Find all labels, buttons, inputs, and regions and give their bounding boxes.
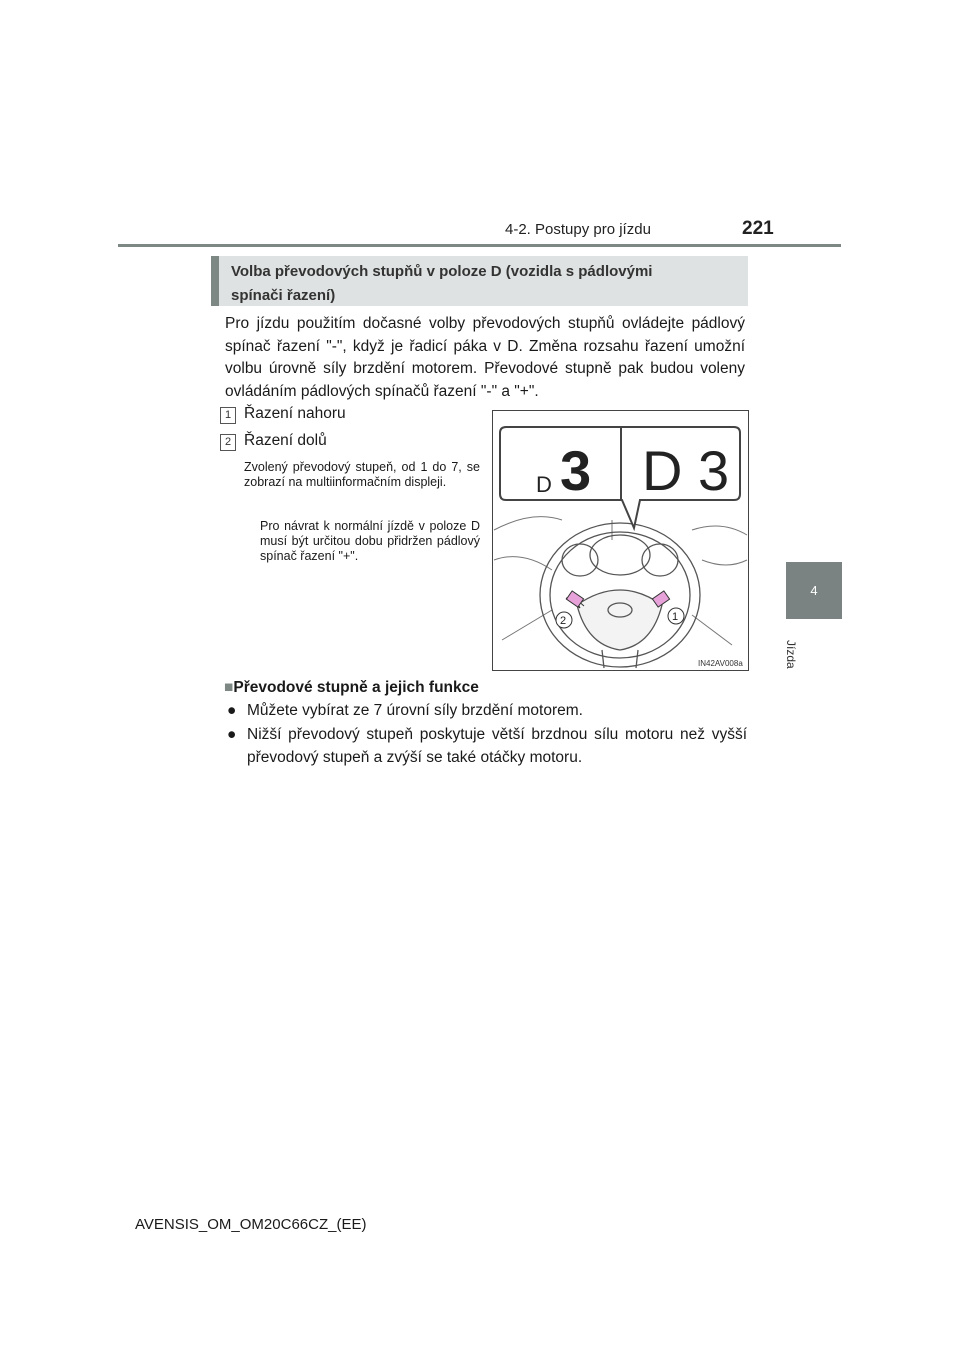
steering-wheel-figure: [492, 410, 749, 671]
section-title: 4-2. Postupy pro jízdu: [505, 221, 651, 238]
bullet-marker: ●: [227, 726, 237, 743]
document-code: AVENSIS_OM_OM20C66CZ_(EE): [135, 1216, 367, 1233]
bullet-item: [227, 724, 747, 769]
chapter-tab: [786, 562, 842, 619]
svg-text:2: 2: [560, 615, 567, 627]
item-label-downshift: Řazení dolů: [244, 432, 327, 449]
section-heading-line1: Volba převodových stupňů v poloze D (vozidla s pádlovými: [231, 263, 653, 280]
note-return-normal: Pro návrat k normální jízdě v poloze D musí být určitou dobu přidržen pádlový spínač řazení "+".: [260, 519, 480, 563]
item-number-2: 2: [220, 434, 236, 451]
section-heading-line2: spínači řazení): [231, 287, 336, 304]
svg-text:1: 1: [672, 611, 679, 623]
display-right: D 3: [642, 439, 730, 502]
callout-2: [556, 612, 572, 628]
display-left-big: 3: [560, 439, 592, 502]
sub-section-title-text: Převodové stupně a jejich funkce: [233, 679, 479, 696]
bullet-text: Nižší převodový stupeň poskytuje větší brzdnou sílu motoru než vyšší převodový stupeň a zvýší se také otáčky motoru.: [247, 726, 747, 766]
section-marker: ■: [224, 679, 234, 696]
page-number: 221: [742, 218, 774, 239]
section-heading: [211, 256, 748, 306]
header-rule: [118, 244, 841, 247]
bullet-text: Můžete vybírat ze 7 úrovní síly brzdění motorem.: [247, 702, 583, 719]
chapter-number: 4: [810, 583, 818, 598]
intro-paragraph: Pro jízdu použitím dočasné volby převodových stupňů ovládejte pádlový spínač řazení "-", když je řadicí páka v D. Změna rozsahu řazení umožní volbu úrovně síly brzdění motorem. Převodové stupně pak budou voleny ovládáním pádlových spínačů řazení "-" a "+".: [225, 315, 745, 400]
sub-section-title: [224, 679, 479, 697]
item-label-upshift: Řazení nahoru: [244, 405, 346, 422]
item-number-1: 1: [220, 407, 236, 424]
note-gear-display: Zvolený převodový stupeň, od 1 do 7, se zobrazí na multiinformačním displeji.: [244, 460, 480, 489]
display-left-small: D: [536, 472, 552, 497]
bullet-item: [227, 700, 747, 723]
callout-1: [668, 608, 684, 624]
chapter-label: Jízda: [784, 640, 798, 669]
figure-code: IN42AV008a: [698, 659, 743, 668]
bullet-marker: ●: [227, 702, 237, 719]
